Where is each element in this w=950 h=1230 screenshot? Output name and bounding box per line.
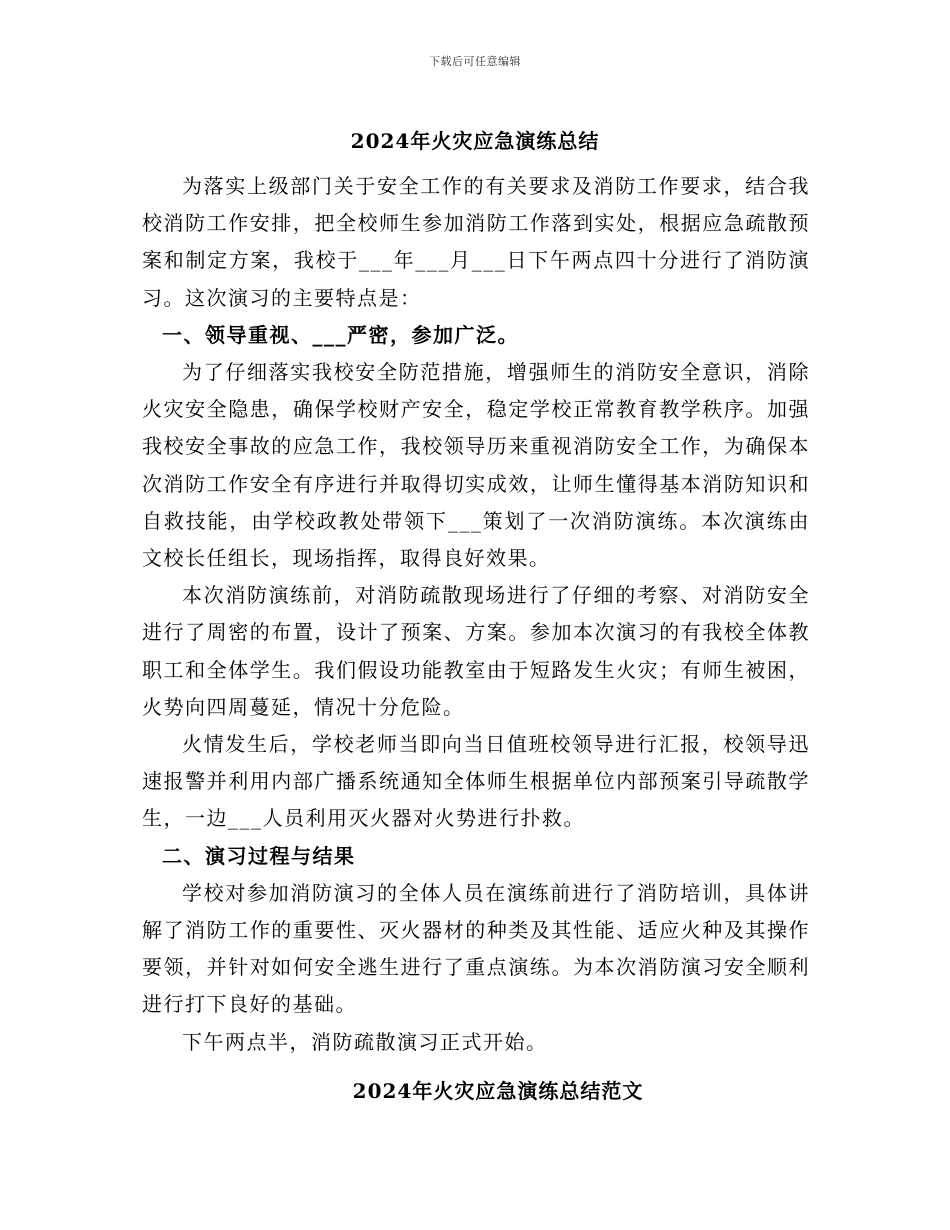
body-paragraph: 下午两点半，消防疏散演习正式开始。 [182, 1029, 548, 1054]
document-title: 2024年火灾应急演练总结 [350, 129, 600, 153]
body-paragraph: 为了仔细落实我校安全防范措施，增强师生的消防安全意识，消除火灾安全隐患，确保学校财产安全，稳定学校正常教育教学秩序。加强我校安全事故的应急工作，我校领导历来重视消防安全工作，为确保本次消防工作安全有序进行并取得切实成效，让师生懂得基本消防知识和自救技能，由学校政教处带领下___策划了一次消防演练。本次演练由文校长任组长，现场指挥，取得良好效果。 [142, 360, 810, 571]
body-paragraph: 火情发生后，学校老师当即向当日值班校领导进行汇报，校领导迅速报警并利用内部广播系统通知全体师生根据单位内部预案引导疏散学生，一边___人员利用灭火器对火势进行扑救。 [142, 732, 810, 831]
header-note: 下载后可任意编辑 [429, 55, 521, 68]
second-document-title: 2024年火灾应急演练总结范文 [352, 1079, 644, 1103]
document-body [142, 168, 810, 1061]
body-paragraph: 为落实上级部门关于安全工作的有关要求及消防工作要求，结合我校消防工作安排，把全校师生参加消防工作落到实处，根据应急疏散预案和制定方案，我校于___年___月___日下午两点四十分进行了消防演习。这次演习的主要特点是： [142, 174, 810, 310]
body-paragraph: 本次消防演练前，对消防疏散现场进行了仔细的考察、对消防安全进行了周密的布置，设计了预案、方案。参加本次演习的有我校全体教职工和全体学生。我们假设功能教室由于短路发生火灾；有师生被困，火势向四周蔓延，情况十分危险。 [142, 583, 810, 719]
body-paragraph: 学校对参加消防演习的全体人员在演练前进行了消防培训，具体讲解了消防工作的重要性、灭火器材的种类及其性能、适应火种及其操作要领，并针对如何安全逃生进行了重点演练。为本次消防演习安全顺利进行打下良好的基础。 [142, 880, 810, 1017]
section-heading: 一、领导重视、___严密，参加广泛。 [162, 322, 519, 347]
section-heading: 二、演习过程与结果 [162, 843, 356, 868]
